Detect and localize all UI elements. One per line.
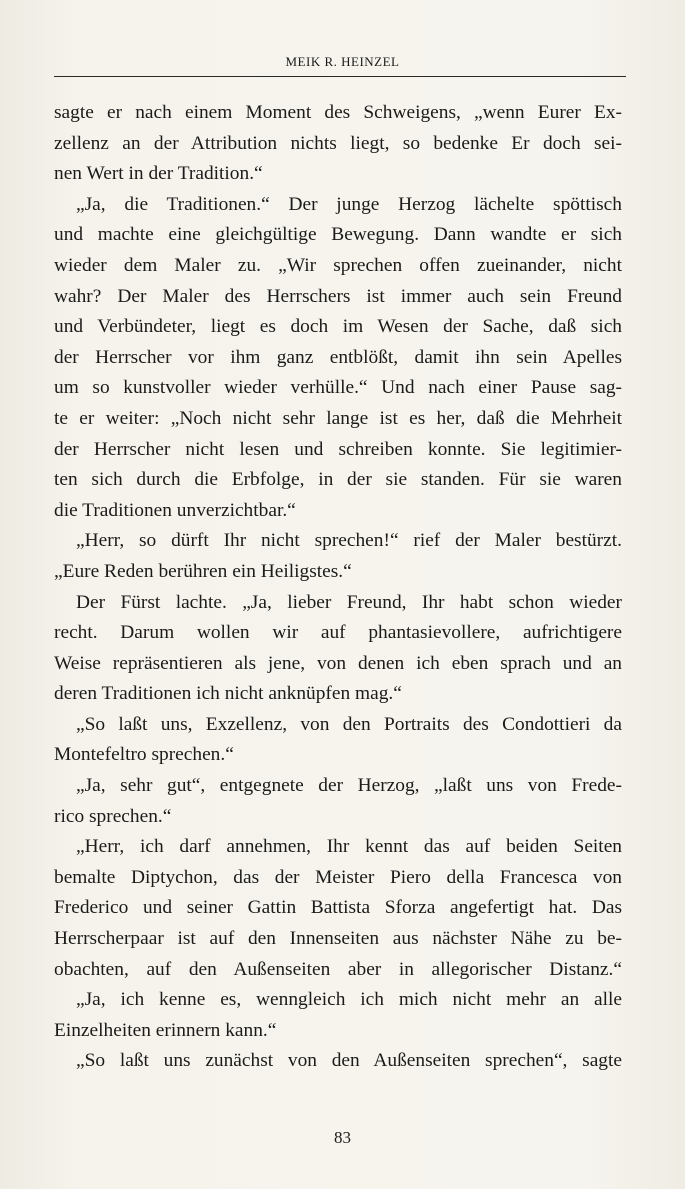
text-line: „Herr, so dürft Ihr nicht sprechen!“ rief der Maler bestürzt. bbox=[76, 530, 622, 552]
text-line: rico sprechen.“ bbox=[54, 805, 172, 827]
text-line: bemalte Diptychon, das der Meister Piero della Francesca von bbox=[54, 866, 622, 888]
text-line: Der Fürst lachte. „Ja, lieber Freund, Ihr habt schon wieder bbox=[76, 591, 622, 613]
text-line: nen Wert in der Tradition.“ bbox=[54, 163, 263, 185]
text-line: „So laßt uns zunächst von den Außenseiten sprechen“, sagte bbox=[76, 1050, 622, 1072]
text-line: und machte eine gleichgültige Bewegung. Dann wandte er sich bbox=[54, 224, 622, 246]
text-line: „Herr, ich darf annehmen, Ihr kennt das auf beiden Seiten bbox=[76, 836, 622, 858]
text-line: deren Traditionen ich nicht anknüpfen mag.“ bbox=[54, 683, 402, 705]
text-line: „Ja, die Traditionen.“ Der junge Herzog lächelte spöttisch bbox=[76, 193, 622, 215]
text-line: recht. Darum wollen wir auf phantasievollere, aufrichtigere bbox=[54, 622, 622, 644]
text-line: „Ja, sehr gut“, entgegnete der Herzog, „laßt uns von Frede- bbox=[76, 775, 622, 797]
text-line: „Eure Reden berühren ein Heiligstes.“ bbox=[54, 560, 352, 582]
text-line: „Ja, ich kenne es, wenngleich ich mich nicht mehr an alle bbox=[76, 989, 622, 1011]
running-head: MEIK R. HEINZEL bbox=[285, 54, 400, 69]
text-line: Montefeltro sprechen.“ bbox=[54, 744, 234, 766]
text-line: zellenz an der Attribution nichts liegt, so bedenke Er doch sei- bbox=[54, 132, 622, 154]
text-line: sagte er nach einem Moment des Schweigens, „wenn Eurer Ex- bbox=[54, 102, 622, 123]
text-line: Frederico und seiner Gattin Battista Sforza angefertigt hat. Das bbox=[54, 897, 622, 919]
text-line: ten sich durch die Erbfolge, in der sie standen. Für sie waren bbox=[54, 469, 622, 491]
text-line: Einzelheiten erinnern kann.“ bbox=[54, 1019, 277, 1041]
text-line: der Herrscher nicht lesen und schreiben konnte. Sie legitimier- bbox=[54, 438, 622, 460]
text-line: Herrscherpaar ist auf den Innenseiten aus nächster Nähe zu be- bbox=[54, 928, 622, 950]
text-line: obachten, auf den Außenseiten aber in allegorischer Distanz.“ bbox=[54, 958, 622, 980]
body-text bbox=[54, 98, 622, 1077]
header-rule bbox=[54, 76, 626, 77]
text-line: „So laßt uns, Exzellenz, von den Portraits des Condottieri da bbox=[76, 713, 622, 735]
text-line: wahr? Der Maler des Herrschers ist immer auch sein Freund bbox=[54, 285, 622, 307]
page-number: 83 bbox=[334, 1128, 351, 1147]
text-line: um so kunstvoller wieder verhülle.“ Und nach einer Pause sag- bbox=[54, 377, 622, 399]
text-line: und Verbündeter, liegt es doch im Wesen der Sache, daß sich bbox=[54, 316, 622, 338]
text-line: die Traditionen unverzichtbar.“ bbox=[54, 499, 296, 521]
text-line: te er weiter: „Noch nicht sehr lange ist es her, daß die Mehrheit bbox=[54, 407, 622, 429]
text-line: der Herrscher vor ihm ganz entblößt, damit ihn sein Apelles bbox=[54, 346, 622, 368]
text-line: Weise repräsentieren als jene, von denen ich eben sprach und an bbox=[54, 652, 622, 674]
text-line: wieder dem Maler zu. „Wir sprechen offen zueinander, nicht bbox=[54, 254, 622, 276]
